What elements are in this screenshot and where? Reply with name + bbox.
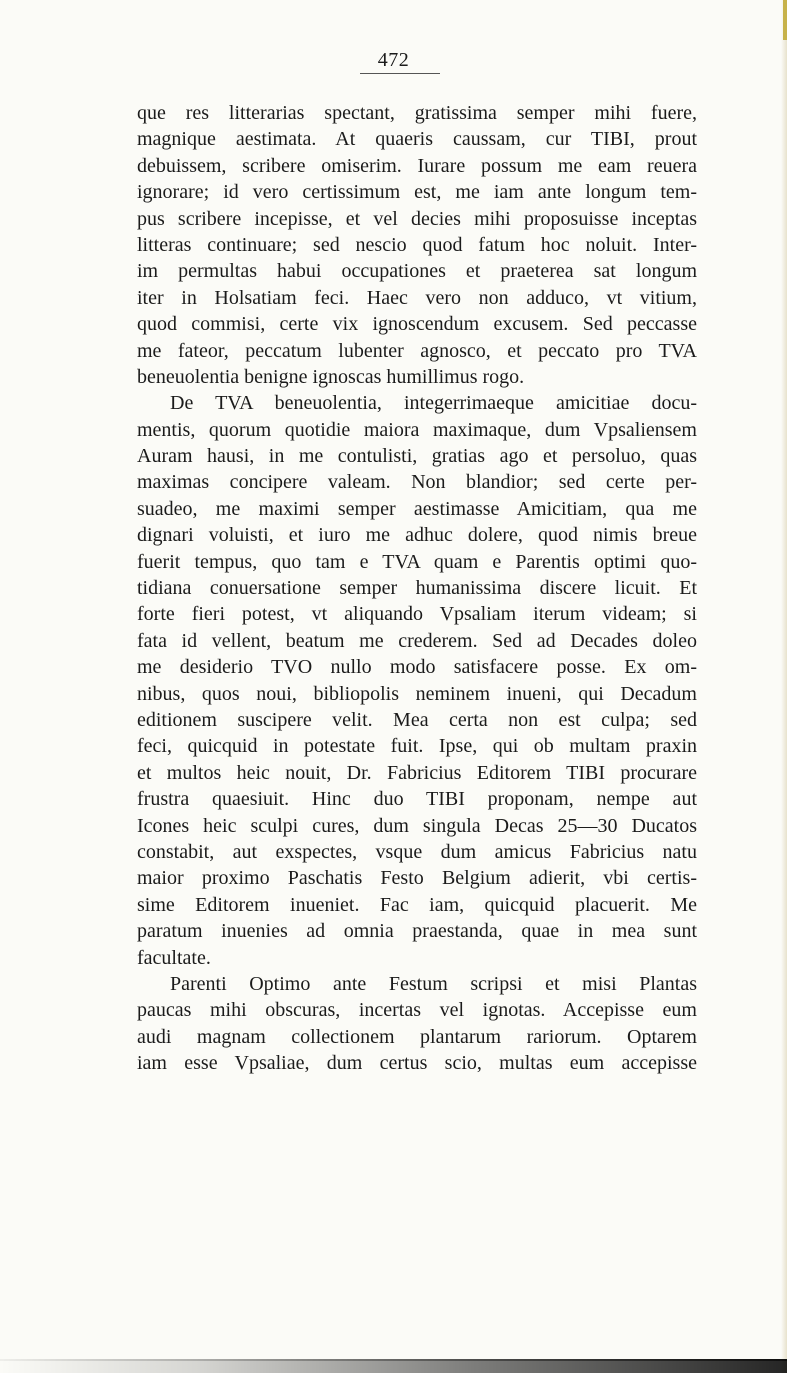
bottom-edge-shadow (0, 1359, 787, 1373)
text-line: paratum inuenies ad omnia praestanda, quae in mea sunt (137, 920, 697, 943)
text-line: quod commisi, certe vix ignoscendum excusem. Sed peccasse (137, 313, 697, 336)
text-line: forte fieri potest, vt aliquando Vpsaliam iterum videam; si (137, 603, 697, 626)
text-line: me fateor, peccatum lubenter agnosco, et peccato pro TVA (137, 339, 697, 362)
text-line: audi magnam collectionem plantarum rariorum. Optarem (137, 1025, 697, 1048)
page-number: 472 (377, 49, 410, 71)
text-line: que res litterarias spectant, gratissima semper mihi fuere, (137, 102, 697, 124)
text-line: ignorare; id vero certissimum est, me iam ante longum tem- (137, 181, 697, 204)
page-edge-mark (783, 0, 787, 40)
text-line: debuissem, scribere omiserim. Iurare possum me eam reuera (137, 154, 697, 177)
text-line: et multos heic nouit, Dr. Fabricius Editorem TIBI procurare (137, 761, 697, 784)
text-line: tidiana conuersatione semper humanissima discere licuit. Et (137, 577, 697, 600)
text-line: constabit, aut exspectes, vsque dum amicus Fabricius natu (137, 840, 697, 863)
text-line: frustra quaesiuit. Hinc duo TIBI proponam, nempe aut (137, 788, 697, 811)
text-line: pus scribere incepisse, et vel decies mihi proposuisse inceptas (137, 207, 697, 230)
text-line: magnique aestimata. At quaeris caussam, cur TIBI, prout (137, 128, 697, 151)
text-line: fata id vellent, beatum me crederem. Sed ad Decades doleo (137, 629, 697, 652)
text-line: feci, quicquid in potestate fuit. Ipse, qui ob multam praxin (137, 735, 697, 758)
text-line: Icones heic sculpi cures, dum singula Decas 25—30 Ducatos (137, 814, 697, 837)
page-number-rule (360, 73, 440, 74)
text-line: nibus, quos noui, bibliopolis neminem inueni, qui Decadum (137, 682, 697, 705)
text-line: facultate. (137, 946, 211, 969)
text-line: Parenti Optimo ante Festum scripsi et misi Plantas (170, 972, 697, 995)
text-line: litteras continuare; sed nescio quod fatum hoc noluit. Inter- (137, 233, 697, 256)
body-text (137, 100, 697, 1076)
text-line: iam esse Vpsaliae, dum certus scio, multas eum accepisse (137, 1052, 697, 1075)
text-line: De TVA beneuolentia, integerrimaeque amicitiae docu- (170, 392, 697, 415)
text-line: beneuolentia benigne ignoscas humillimus rogo. (137, 365, 525, 388)
text-line: maior proximo Paschatis Festo Belgium adierit, vbi certis- (137, 867, 697, 890)
text-line: maximas concipere valeam. Non blandior; sed certe per- (137, 471, 697, 494)
text-line: sime Editorem inueniet. Fac iam, quicquid placuerit. Me (137, 893, 697, 916)
text-line: dignari voluisti, et iuro me adhuc dolere, quod nimis breue (137, 524, 697, 547)
text-line: iter in Holsatiam feci. Haec vero non adduco, vt vitium, (137, 286, 697, 309)
text-line: suadeo, me maximi semper aestimasse Amicitiam, qua me (137, 497, 697, 520)
text-line: Auram hausi, in me contulisti, gratias ago et persoluo, quas (137, 445, 697, 468)
text-line: mentis, quorum quotidie maiora maximaque, dum Vpsaliensem (137, 418, 697, 441)
text-line: paucas mihi obscuras, incertas vel ignotas. Accepisse eum (137, 999, 697, 1022)
page-edge (781, 0, 787, 1373)
text-line: im permultas habui occupationes et praeterea sat longum (137, 260, 697, 283)
text-line: me desiderio TVO nullo modo satisfacere posse. Ex om- (137, 656, 697, 679)
text-line: fuerit tempus, quo tam e TVA quam e Parentis optimi quo- (137, 550, 697, 573)
text-line: editionem suscipere velit. Mea certa non est culpa; sed (137, 708, 697, 731)
